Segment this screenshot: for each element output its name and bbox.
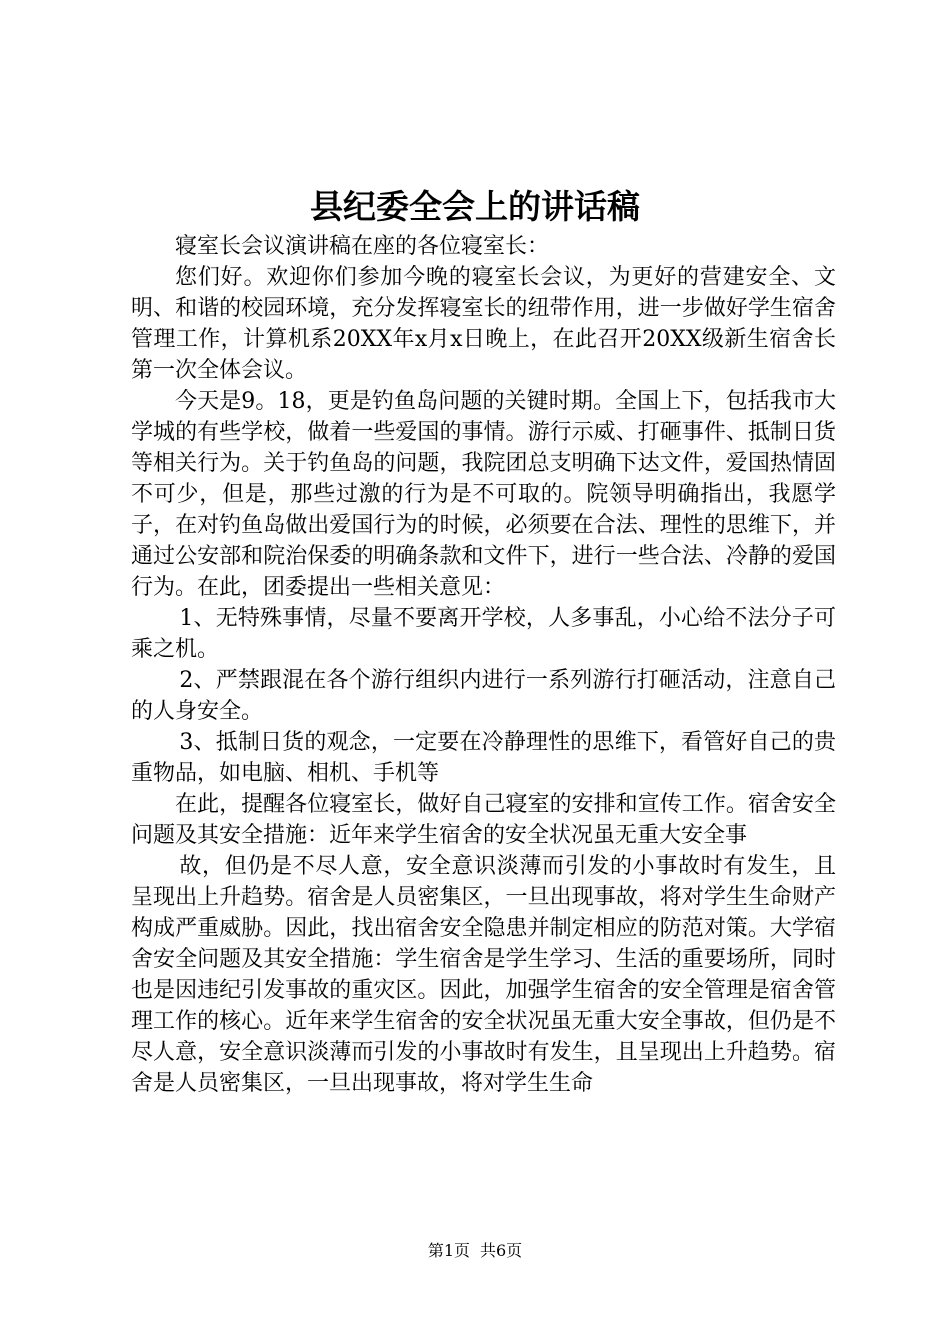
list-item: 2、严禁跟混在各个游行组织内进行一系列游行打砸活动，注意自己的人身安全。 (131, 668, 836, 724)
body-paragraph: 在此，提醒各位寝室长，做好自己寝室的安排和宣传工作。宿舍安全问题及其安全措施：近年来学生宿舍的安全状况虽无重大安全事 (131, 792, 836, 848)
document-body (131, 231, 836, 1099)
document-title: 县纪委全会上的讲话稿 (310, 187, 640, 226)
page-number: 第1页 (427, 1241, 470, 1260)
body-paragraph: 故，但仍是不尽人意，安全意识淡薄而引发的小事故时有发生，且呈现出上升趋势。宿舍是人员密集区，一旦出现事故，将对学生生命财产构成严重威胁。因此，找出宿舍安全隐患并制定相应的防范对策。大学宿舍安全问题及其安全措施：学生宿舍是学生学习、生活的重要场所，同时也是因违纪引发事故的重灾区。因此，加强学生宿舍的安全管理是宿舍管理工作的核心。近年来学生宿舍的安全状况虽无重大安全事故，但仍是不尽人意，安全意识淡薄而引发的小事故时有发生，且呈现出上升趋势。宿舍是人员密集区，一旦出现事故，将对学生生命 (131, 854, 836, 1096)
salutation-paragraph: 寝室长会议演讲稿在座的各位寝室长： (175, 234, 550, 259)
page-footer (0, 1239, 950, 1263)
list-item: 3、抵制日货的观念，一定要在冷静理性的思维下，看管好自己的贵重物品，如电脑、相机、手机等 (131, 730, 836, 786)
list-item: 1、无特殊事情，尽量不要离开学校，人多事乱，小心给不法分子可乘之机。 (131, 606, 836, 662)
body-paragraph: 您们好。欢迎你们参加今晚的寝室长会议，为更好的营建安全、文明、和谐的校园环境，充分发挥寝室长的纽带作用，进一步做好学生宿舍管理工作，计算机系20XX年x月x日晚上，在此召开20XX级新生宿舍长第一次全体会议。 (131, 265, 836, 383)
body-paragraph: 今天是9。18，更是钓鱼岛问题的关键时期。全国上下，包括我市大学城的有些学校，做着一些爱国的事情。游行示威、打砸事件、抵制日货等相关行为。关于钓鱼岛的问题，我院团总支明确下达文件，爱国热情固不可少，但是，那些过激的行为是不可取的。院领导明确指出，我愿学子，在对钓鱼岛做出爱国行为的时候，必须要在合法、理性的思维下，并通过公安部和院治保委的明确条款和文件下，进行一些合法、冷静的爱国行为。在此，团委提出一些相关意见： (131, 389, 836, 600)
page-total: 共6页 (480, 1241, 523, 1260)
